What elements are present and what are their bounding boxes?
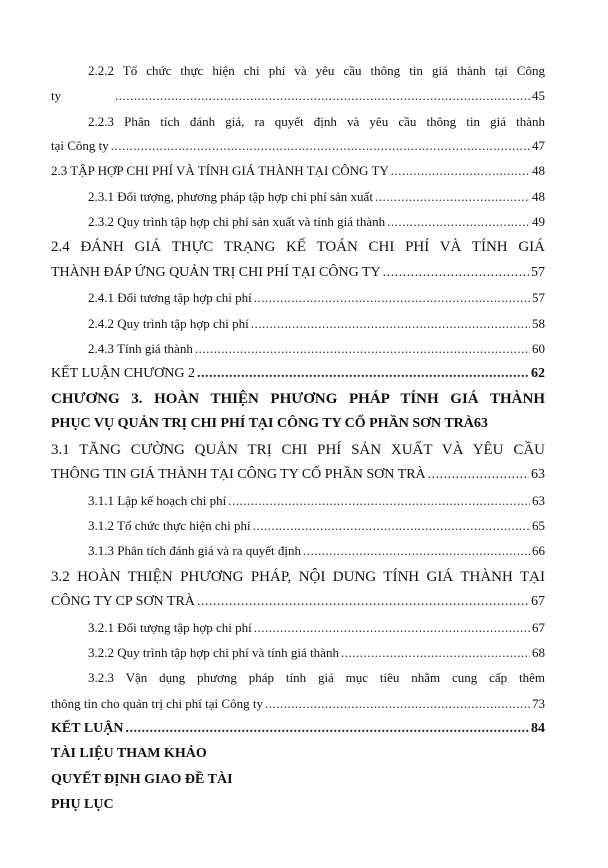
leader-dots	[125, 717, 529, 741]
toc-entry-text: 3.1.2 Tổ chức thực hiện chi phí	[88, 518, 251, 533]
toc-entry-3-1-1[interactable]	[88, 489, 545, 513]
toc-entry-3-2-3-line1[interactable]: 3.2.3 Vận dụng phương pháp tính giá mục tiêu nhằm cung cấp thêm	[88, 670, 545, 685]
toc-entry-2-4-line1[interactable]: 2.4 ĐÁNH GIÁ THỰC TRẠNG KẾ TOÁN CHI PHÍ VÀ TÍNH GIÁ	[51, 239, 545, 255]
page-number: 45	[532, 88, 545, 103]
toc-entry-2-2-2-line2[interactable]	[51, 84, 545, 108]
page-number: 57	[531, 265, 545, 280]
toc-entry-3-1-line1[interactable]: 3.1 TĂNG CƯỜNG QUẢN TRỊ CHI PHÍ SẢN XUẤT VÀ YÊU CẦU	[51, 442, 545, 458]
page-number: 57	[532, 290, 545, 305]
page-number: 84	[531, 721, 545, 736]
toc-entry-text: THÀNH ĐÁP ỨNG QUẢN TRỊ CHI PHÍ TẠI CÔNG TY	[51, 265, 381, 280]
toc-entry-quyet-dinh-giao-de-tai[interactable]	[51, 768, 545, 792]
toc-entry-3-1-3[interactable]	[88, 539, 545, 563]
toc-entry-text: 3.2.1 Đối tượng tập hợp chi phí	[88, 620, 252, 635]
toc-entry-2-4-2[interactable]	[88, 312, 545, 336]
toc-entry-text: TÀI LIỆU THAM KHẢO	[51, 746, 207, 761]
toc-entry-3-2-2[interactable]	[88, 641, 545, 665]
toc-entry-text: THÔNG TIN GIÁ THÀNH TẠI CÔNG TY CỔ PHẦN SƠN TRÀ	[51, 467, 426, 482]
leader-dots	[254, 616, 530, 640]
toc-entry-2-4-line2[interactable]	[51, 261, 545, 285]
toc-entry-ket-luan[interactable]	[51, 717, 545, 741]
leader-dots	[111, 134, 530, 158]
leader-dots	[115, 84, 530, 108]
toc-entry-2-4-3[interactable]	[88, 337, 545, 361]
leader-dots	[375, 185, 530, 209]
toc-entry-phu-luc[interactable]	[51, 793, 545, 817]
toc-entry-2-2-3-line2[interactable]	[51, 134, 545, 158]
page-number: 48	[532, 163, 545, 178]
leader-dots	[197, 590, 529, 614]
toc-entry-chuong-3-line1[interactable]: CHƯƠNG 3. HOÀN THIỆN PHƯƠNG PHÁP TÍNH GIÁ THÀNH	[51, 391, 545, 407]
leader-dots	[228, 489, 530, 513]
leader-dots	[383, 261, 529, 285]
leader-dots	[428, 463, 529, 487]
toc-entry-text: KẾT LUẬN CHƯƠNG 2	[51, 366, 195, 381]
leader-dots	[197, 362, 529, 386]
page-number: 47	[532, 138, 545, 153]
toc-entry-text: 2.3.1 Đối tượng, phương pháp tập hợp chi phí sản xuất	[88, 189, 373, 204]
toc-entry-2-3[interactable]	[51, 159, 545, 183]
toc-entry-text: 3.1.3 Phân tích đánh giá và ra quyết định	[88, 543, 302, 558]
page-number: 48	[532, 189, 545, 204]
toc-entry-3-2-3-line2[interactable]	[51, 692, 545, 716]
page-number: 60	[532, 341, 545, 356]
page-number: 68	[532, 645, 545, 660]
page-number: 63	[531, 467, 545, 482]
leader-dots	[391, 159, 530, 183]
toc-entry-text: 2.3 TẬP HỢP CHI PHÍ VÀ TÍNH GIÁ THÀNH TẠI CÔNG TY	[51, 163, 389, 178]
page-number: 65	[532, 518, 545, 533]
toc-entry-text: 3.1.1 Lập kế hoạch chi phí	[88, 493, 227, 508]
toc-entry-text: 2.4.3 Tính giá thành	[88, 341, 193, 356]
toc-entry-text: KẾT LUẬN	[51, 721, 124, 736]
toc-entry-2-3-2[interactable]	[88, 210, 545, 234]
toc-entry-3-2-line2[interactable]	[51, 590, 545, 614]
toc-entry-2-3-1[interactable]	[88, 185, 545, 209]
toc-entry-text: 2.3.2 Quy trình tập hợp chi phí sản xuất và tính giá thành	[88, 214, 386, 229]
leader-dots	[254, 286, 530, 310]
page-number: 66	[532, 543, 545, 558]
page-number: 67	[532, 620, 545, 635]
toc-entry-text: QUYẾT ĐỊNH GIAO ĐỀ TÀI	[51, 772, 233, 787]
toc-entry-2-2-2-line1[interactable]: 2.2.2 Tổ chức thực hiện chi phí và yêu cầu thông tin giá thành tại Công	[88, 63, 545, 78]
toc-entry-text: 2.4.1 Đối tương tập hợp chi phí	[88, 290, 252, 305]
page-number: 58	[532, 316, 545, 331]
page-number: 49	[532, 214, 545, 229]
toc-entry-text: PHỤ LỤC	[51, 797, 114, 812]
toc-entry-tai-lieu-tham-khao[interactable]	[51, 742, 545, 766]
page-number: 73	[532, 696, 545, 711]
toc-entry-3-2-line1[interactable]: 3.2 HOÀN THIỆN PHƯƠNG PHÁP, NỘI DUNG TÍNH GIÁ THÀNH TẠI	[51, 569, 545, 585]
toc-entry-text: thông tin cho quản trị chi phí tại Công ty	[51, 696, 263, 711]
toc-entry-text: tại Công ty	[51, 138, 109, 153]
toc-entry-2-2-3-line1[interactable]: 2.2.3 Phân tích đánh giá, ra quyết định và yêu cầu thông tin giá thành	[88, 114, 545, 129]
page-number: 62	[531, 366, 545, 381]
leader-dots	[251, 312, 530, 336]
leader-dots	[341, 641, 530, 665]
toc-entry-3-2-1[interactable]	[88, 616, 545, 640]
toc-entry-3-1-2[interactable]	[88, 514, 545, 538]
toc-entry-text: CÔNG TY CP SƠN TRÀ	[51, 594, 195, 609]
toc-entry-text: ty	[51, 88, 62, 103]
leader-dots	[195, 337, 530, 361]
toc-entry-text: 2.4.2 Quy trình tập hợp chi phí	[88, 316, 249, 331]
toc-entry-2-4-1[interactable]	[88, 286, 545, 310]
leader-dots	[253, 514, 530, 538]
toc-entry-ket-luan-chuong-2[interactable]	[51, 362, 545, 386]
toc-entry-text: PHỤC VỤ QUẢN TRỊ CHI PHÍ TẠI CÔNG TY CỔ PHẦN SƠN TRÀ63	[51, 416, 488, 431]
leader-dots	[265, 692, 530, 716]
toc-entry-text: 3.2.2 Quy trình tập hợp chi phí và tính giá thành	[88, 645, 339, 660]
leader-dots	[303, 539, 530, 563]
toc-entry-3-1-line2[interactable]	[51, 463, 545, 487]
toc-entry-chuong-3-line2[interactable]	[51, 412, 545, 436]
page-number: 63	[532, 493, 545, 508]
leader-dots	[387, 210, 530, 234]
page-number: 67	[531, 594, 545, 609]
